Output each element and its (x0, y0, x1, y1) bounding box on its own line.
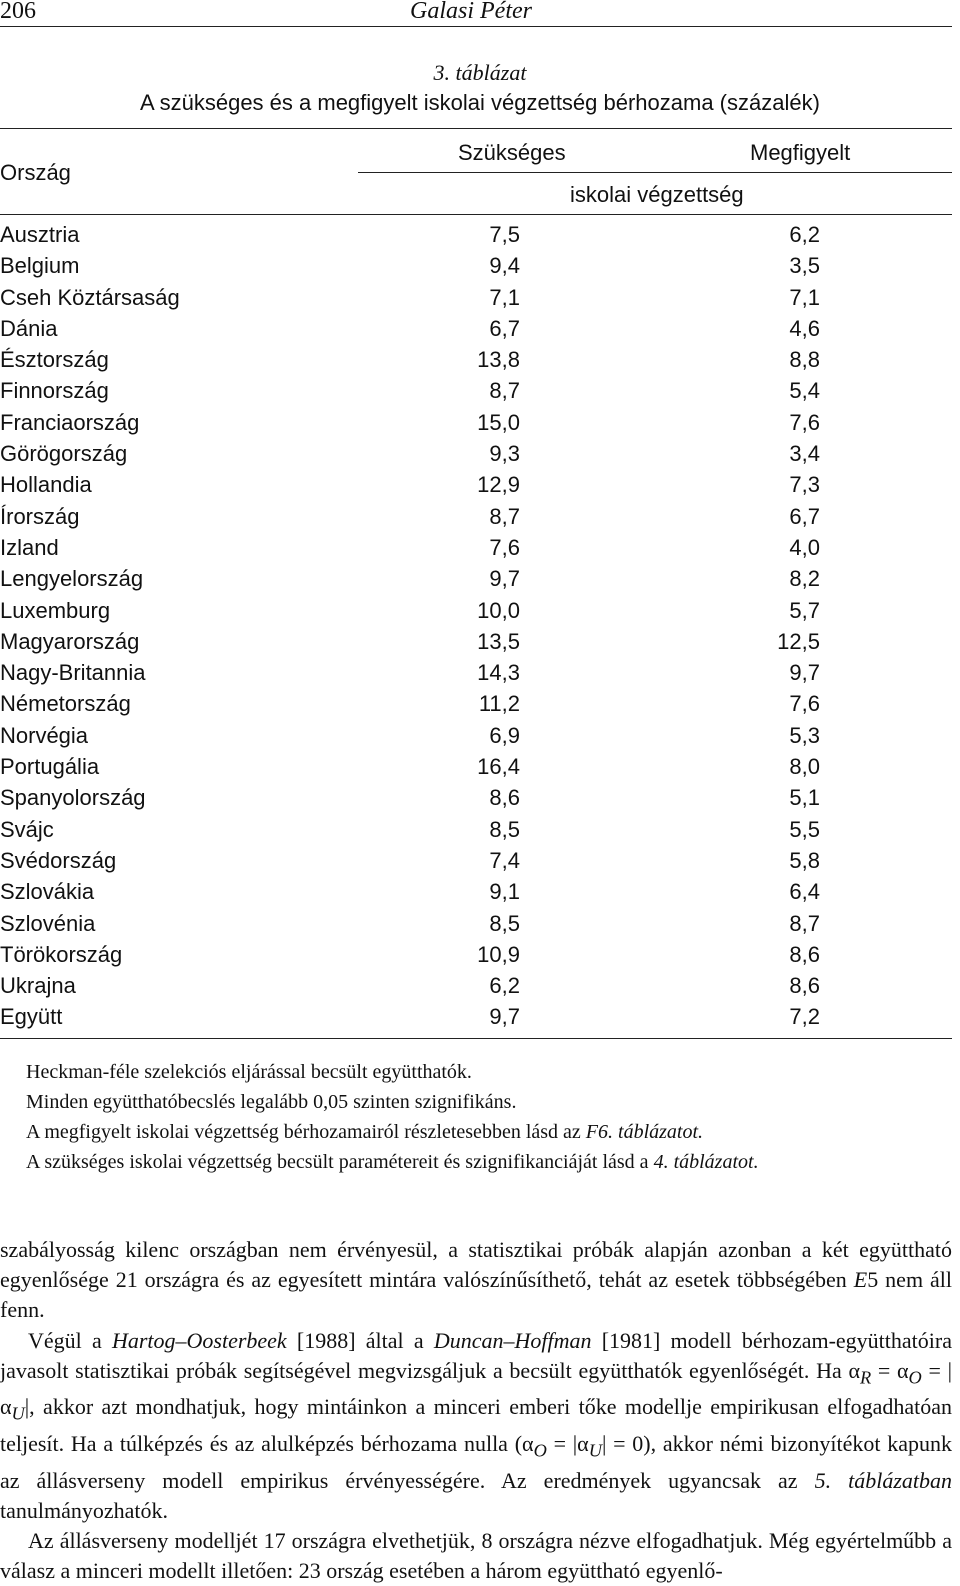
observed-value-cell: 8,0 (789, 754, 820, 780)
column-subheading: iskolai végzettség (570, 182, 744, 207)
paragraph-text: = |α (546, 1431, 589, 1456)
body-text (0, 1235, 952, 1586)
observed-value-cell: 7,6 (789, 409, 820, 435)
country-cell: Portugália (0, 754, 100, 780)
column-header-country: Ország (0, 160, 71, 185)
subscript: O (533, 1440, 547, 1461)
country-cell: Németország (0, 691, 131, 717)
observed-value-cell: 4,0 (789, 534, 820, 560)
observed-value-cell: 7,1 (789, 284, 820, 310)
table-row (0, 502, 952, 533)
country-cell: Görögország (0, 441, 128, 467)
table-row (0, 564, 952, 595)
country-cell: Együtt (0, 1004, 63, 1030)
country-cell: Spanyolország (0, 785, 146, 811)
observed-value-cell: 5,3 (789, 722, 820, 748)
paragraph-text: = |α (0, 1357, 953, 1420)
country-cell: Luxemburg (0, 597, 111, 623)
column-header-needed: Szükséges (458, 140, 566, 165)
table-caption-title: A szükséges és a megfigyelt iskolai végzettség bérhozama (százalék) (140, 90, 820, 115)
needed-value-cell: 8,7 (489, 503, 520, 529)
table-row (0, 877, 952, 908)
needed-value-cell: 14,3 (477, 660, 520, 686)
country-cell: Norvégia (0, 722, 89, 748)
country-cell: Ausztria (0, 222, 80, 247)
needed-value-cell: 6,2 (489, 973, 520, 999)
table-row (0, 439, 952, 470)
table-row (0, 627, 952, 658)
needed-value-cell: 7,5 (489, 222, 520, 247)
table-note (26, 1147, 759, 1177)
needed-value-cell: 9,7 (489, 1004, 520, 1030)
observed-value-cell: 8,8 (789, 347, 820, 373)
observed-value-cell: 5,4 (789, 378, 820, 404)
table-reference: 5. táblázatban (814, 1467, 952, 1493)
needed-value-cell: 6,9 (489, 722, 520, 748)
subscript: U (11, 1403, 25, 1424)
table-row (0, 283, 952, 314)
paragraph-text: 5 nem áll fenn. (0, 1267, 952, 1323)
table-row (0, 752, 952, 783)
country-cell: Ukrajna (0, 973, 76, 999)
citation: Duncan–Hoffman (433, 1327, 592, 1353)
observed-value-cell: 6,4 (789, 879, 820, 905)
subscript: R (859, 1367, 872, 1388)
country-cell: Izland (0, 534, 59, 560)
needed-value-cell: 8,7 (489, 378, 520, 404)
country-cell: Nagy-Britannia (0, 660, 146, 686)
paragraph-text: [1988] által a (286, 1327, 434, 1353)
paragraph (0, 1235, 952, 1326)
table-row (0, 940, 952, 971)
observed-value-cell: 9,7 (789, 660, 820, 686)
observed-value-cell: 7,6 (789, 691, 820, 717)
table-row (0, 314, 952, 345)
observed-value-cell: 6,2 (789, 222, 820, 247)
subscript: O (908, 1367, 922, 1388)
table-top-rule (0, 128, 952, 129)
country-cell: Cseh Köztársaság (0, 284, 180, 310)
needed-value-cell: 9,4 (489, 253, 520, 279)
citation: Hartog–Oosterbeek (111, 1327, 287, 1353)
country-cell: Svájc (0, 816, 54, 842)
observed-value-cell: 7,3 (789, 472, 820, 498)
table-row (0, 345, 952, 376)
observed-value-cell: 8,6 (789, 973, 820, 999)
paragraph-text: szabályosság kilenc országban nem érvényesül, a statisztikai próbák alapján azonban a két együttható egyenlősége 21 országra és az egyesített mintára valószínűsíthető, tehát az esetek többségében (0, 1237, 952, 1293)
country-cell: Franciaország (0, 409, 140, 435)
subscript: U (588, 1440, 602, 1461)
table-row (0, 533, 952, 564)
table-row (0, 596, 952, 627)
country-cell: Szlovénia (0, 910, 96, 936)
paragraph-text: | = 0), akkor némi bizonyítékot kapunk az állásverseny modell empirikus érvényességére. Az eredmények ugyancsak az (0, 1431, 952, 1493)
table-note: Heckman-féle szelekciós eljárással becsült együtthatók. (26, 1061, 472, 1083)
country-cell: Dánia (0, 315, 58, 341)
page-header (0, 0, 952, 27)
paragraph-text: |, akkor azt mondhatjuk, hogy mintáinkon a minceri emberi tőke modellje empirikusan elfogadhatóan teljesít. Ha a túlképzés és az alulképzés bérhozama nulla (α (0, 1394, 952, 1456)
table-note-reference: 4. táblázatot. (653, 1151, 759, 1173)
observed-value-cell: 5,5 (789, 816, 820, 842)
table-row (0, 909, 952, 940)
column-group-rule (358, 172, 952, 173)
running-title: Galasi Péter (410, 0, 532, 24)
page-number: 206 (0, 0, 36, 24)
paragraph-text: [1981] modell bérhozam-együtthatóira javasolt statisztikai próbák segítségével megvizsgáljuk a becsült együtthatók egyenlőségét. Ha α (0, 1327, 952, 1383)
country-cell: Szlovákia (0, 879, 95, 905)
country-cell: Észtország (0, 347, 109, 373)
table-note-text: A szükséges iskolai végzettség becsült paramétereit és szignifikanciáját lásd a (26, 1151, 654, 1173)
country-cell: Belgium (0, 253, 80, 279)
country-cell: Lengyelország (0, 566, 144, 592)
paragraph-text: tanulmányozhatók. (0, 1497, 169, 1523)
table-row (0, 658, 952, 689)
country-cell: Törökország (0, 941, 123, 967)
observed-value-cell: 8,6 (789, 941, 820, 967)
table-row (0, 721, 952, 752)
table-body (0, 220, 952, 1034)
table-row (0, 1002, 952, 1033)
paragraph-text: Végül a (28, 1327, 112, 1353)
observed-value-cell: 12,5 (777, 628, 820, 654)
needed-value-cell: 12,9 (477, 472, 520, 498)
table-row (0, 376, 952, 407)
table-row (0, 220, 952, 251)
observed-value-cell: 7,2 (789, 1004, 820, 1030)
observed-value-cell: 3,5 (789, 253, 820, 279)
table-caption-label: 3. táblázat (433, 60, 527, 85)
table-note-text: A megfigyelt iskolai végzettség bérhozamairól részletesebben lásd az (26, 1121, 586, 1143)
needed-value-cell: 7,6 (489, 534, 520, 560)
needed-value-cell: 9,7 (489, 566, 520, 592)
table-row (0, 470, 952, 501)
country-cell: Finnország (0, 378, 109, 404)
observed-value-cell: 8,2 (789, 566, 820, 592)
paragraph-text: = α (871, 1357, 909, 1383)
table-row (0, 408, 952, 439)
needed-value-cell: 8,5 (489, 910, 520, 936)
observed-value-cell: 5,1 (789, 785, 820, 811)
observed-value-cell: 8,7 (789, 910, 820, 936)
needed-value-cell: 13,5 (477, 628, 520, 654)
needed-value-cell: 10,0 (477, 597, 520, 623)
needed-value-cell: 15,0 (477, 409, 520, 435)
observed-value-cell: 6,7 (789, 503, 820, 529)
column-header-observed: Megfigyelt (750, 140, 851, 165)
table-row (0, 846, 952, 877)
needed-value-cell: 9,1 (489, 879, 520, 905)
observed-value-cell: 3,4 (789, 441, 820, 467)
paragraph (0, 1326, 952, 1526)
hypothesis-label: E (853, 1267, 868, 1293)
table-bottom-rule (0, 1038, 952, 1039)
table-row (0, 815, 952, 846)
needed-value-cell: 8,5 (489, 816, 520, 842)
needed-value-cell: 8,6 (489, 785, 520, 811)
table-row (0, 251, 952, 282)
country-cell: Magyarország (0, 628, 140, 654)
table-notes (26, 1057, 759, 1177)
observed-value-cell: 4,6 (789, 315, 820, 341)
country-cell: Hollandia (0, 472, 92, 498)
observed-value-cell: 5,8 (789, 847, 820, 873)
country-cell: Svédország (0, 847, 117, 873)
table-row (0, 783, 952, 814)
needed-value-cell: 11,2 (478, 691, 520, 717)
needed-value-cell: 9,3 (489, 441, 520, 467)
table-row (0, 971, 952, 1002)
table-note-reference: F6. táblázatot. (585, 1121, 704, 1143)
table-row (0, 689, 952, 720)
observed-value-cell: 5,7 (789, 597, 820, 623)
needed-value-cell: 7,1 (489, 284, 520, 310)
country-cell: Írország (0, 503, 80, 529)
needed-value-cell: 7,4 (489, 847, 520, 873)
paragraph: Az állásverseny modelljét 17 országra elvethetjük, 8 országra nézve elfogadhatjuk. Még egyértelműbb a válasz a minceri modellt illetően: 23 ország esetében a három együttható egyenlő- (0, 1528, 952, 1584)
table-note: Minden együtthatóbecslés legalább 0,05 szinten szignifikáns. (26, 1091, 517, 1113)
needed-value-cell: 10,9 (477, 941, 520, 967)
needed-value-cell: 16,4 (477, 754, 520, 780)
table-note (26, 1117, 759, 1147)
needed-value-cell: 6,7 (489, 315, 520, 341)
table-header-rule (0, 214, 952, 215)
needed-value-cell: 13,8 (477, 347, 520, 373)
